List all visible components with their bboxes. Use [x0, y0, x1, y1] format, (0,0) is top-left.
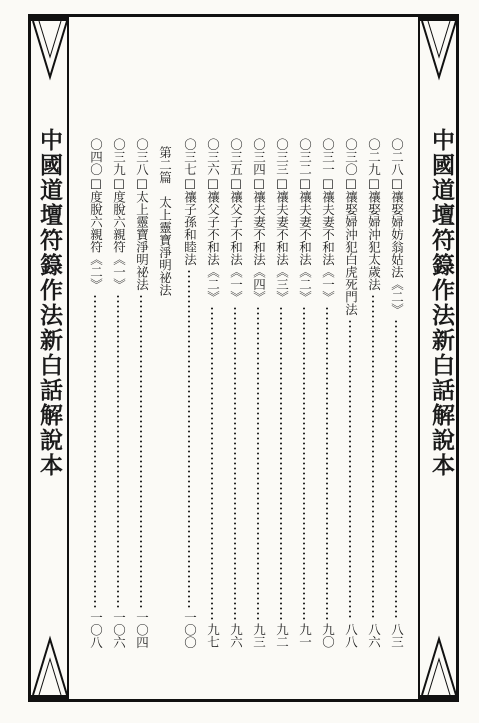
toc-entry — [252, 138, 265, 648]
toc-entry-page: 九一 — [297, 623, 313, 648]
toc-entry — [229, 138, 242, 648]
leader-dots — [371, 294, 375, 621]
toc-entry-label: 〇二九□禳娶婦沖犯太歲法 — [366, 138, 382, 291]
toc-entry — [298, 138, 311, 648]
leader-dots — [210, 306, 214, 620]
toc-entry-page: 九二 — [274, 623, 290, 648]
section-heading: 第二篇 太上靈寶淨明祕法 — [157, 146, 173, 296]
leader-dots — [348, 319, 352, 621]
toc-entry-page: 八六 — [366, 623, 382, 648]
toc-entry-label: 〇三八□太上靈寶淨明祕法 — [134, 138, 150, 291]
toc-entry — [390, 138, 403, 648]
toc-entry-page: 一〇〇 — [182, 610, 198, 648]
toc-entry-page: 一〇八 — [88, 610, 104, 648]
toc-entry-page: 九七 — [205, 623, 221, 648]
leader-dots — [116, 294, 120, 608]
leader-dots — [394, 319, 398, 621]
toc-entry-page: 九六 — [228, 623, 244, 648]
toc-entry — [183, 138, 196, 648]
toc-entry — [275, 138, 288, 648]
toc-entry — [112, 138, 125, 648]
toc-entry-label: 〇三四□禳夫妻不和法《四》 — [251, 138, 267, 303]
toc-entry-label: 〇三二□禳夫妻不和法《二》 — [297, 138, 313, 303]
toc-entry — [321, 138, 334, 648]
book-title-left: 中國道壇符籙作法新白話解說本 — [36, 128, 63, 478]
toc-entry-page: 八三 — [389, 623, 405, 648]
toc-entry-label: 〇三七□禳子孫和睦法 — [182, 138, 198, 266]
leader-dots — [256, 306, 260, 620]
toc-entry-page: 一〇四 — [134, 610, 150, 648]
book-title-right: 中國道壇符籙作法新白話解說本 — [428, 128, 455, 478]
toc-entry — [206, 138, 219, 648]
leader-dots — [93, 294, 97, 608]
toc-entry-label: 〇三一□禳夫妻不和法《一》 — [320, 138, 336, 303]
toc-entry-label: 〇二八□禳娶婦妨翁姑法《二》 — [389, 138, 405, 316]
toc-entry-page: 九三 — [251, 623, 267, 648]
leader-dots — [187, 269, 191, 608]
leader-dots — [233, 306, 237, 620]
toc-entry-page: 一〇六 — [111, 610, 127, 648]
leader-dots — [139, 294, 143, 608]
toc-entry-label: 〇三三□禳夫妻不和法《三》 — [274, 138, 290, 303]
toc-entry-page: 八八 — [343, 623, 359, 648]
toc-entry-label: 〇三九□度脫六親符《一》 — [111, 138, 127, 291]
toc-entry-label: 〇三五□禳父子不和法《一》 — [228, 138, 244, 303]
toc-entry-label: 〇三六□禳父子不和法《二》 — [205, 138, 221, 303]
toc-entry-label: 〇四〇□度脫六親符《二》 — [88, 138, 104, 291]
leader-dots — [279, 306, 283, 620]
toc-entry-page: 九〇 — [320, 623, 336, 648]
toc-entry — [135, 138, 148, 648]
toc-entry — [344, 138, 357, 648]
toc-entry — [89, 138, 102, 648]
toc-entry — [367, 138, 380, 648]
leader-dots — [325, 306, 329, 620]
leader-dots — [302, 306, 306, 620]
table-of-contents — [82, 138, 408, 678]
toc-entry-label: 〇三〇□禳娶婦沖犯白虎死門法 — [343, 138, 359, 316]
